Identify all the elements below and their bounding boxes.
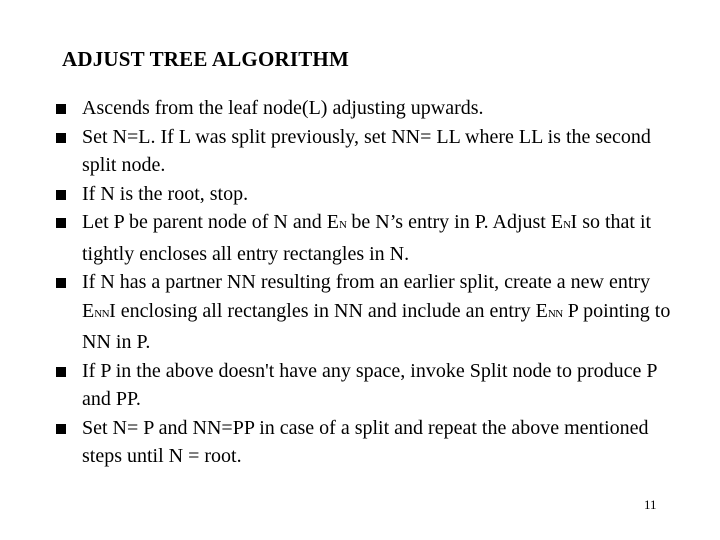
- slide-title: ADJUST TREE ALGORITHM: [62, 47, 349, 71]
- bullet-text: be N’s entry in P. Adjust E: [346, 211, 564, 233]
- square-bullet-icon: [56, 278, 66, 288]
- bullet-item: [0, 180, 672, 209]
- bullet-text: Let P be parent node of N and E: [82, 211, 339, 233]
- square-bullet-icon: [56, 218, 66, 228]
- bullet-text: If N has a partner NN resulting from an earlier split, create a new entry E: [82, 271, 651, 322]
- subscript-text: N: [563, 219, 571, 231]
- bullet-item: [0, 123, 672, 180]
- bullet-item: [0, 208, 672, 268]
- bullet-text: I so that it tightly encloses all entry rectangles in N.: [82, 211, 652, 265]
- bullet-text: P pointing to NN in P.: [82, 299, 671, 353]
- square-bullet-icon: [56, 104, 66, 114]
- page-number: 11: [644, 497, 657, 512]
- subscript-text: NN: [94, 307, 110, 320]
- square-bullet-icon: [56, 190, 66, 200]
- bullet-item: [0, 268, 672, 357]
- bullet-text: Set N= P and NN=PP in case of a split and repeat the above mentioned steps until N = root.: [82, 416, 649, 467]
- bullet-item: [0, 94, 672, 123]
- subscript-text: N: [338, 219, 347, 231]
- subscript-text: NN: [547, 307, 563, 320]
- bullet-text: If P in the above doesn't have any space, invoke Split node to produce P and PP.: [82, 359, 657, 410]
- bullet-text: If N is the root, stop.: [82, 182, 249, 205]
- square-bullet-icon: [56, 367, 66, 377]
- square-bullet-icon: [56, 133, 66, 143]
- bullet-list: [0, 94, 672, 471]
- bullet-item: [0, 414, 672, 471]
- square-bullet-icon: [56, 424, 66, 434]
- bullet-item: [0, 357, 672, 414]
- bullet-text: Ascends from the leaf node(L) adjusting upwards.: [82, 97, 484, 119]
- bullet-text: I enclosing all rectangles in NN and include an entry E: [109, 299, 548, 322]
- bullet-text: Set N=L. If L was split previously, set NN= LL where LL is the second split node.: [82, 125, 651, 176]
